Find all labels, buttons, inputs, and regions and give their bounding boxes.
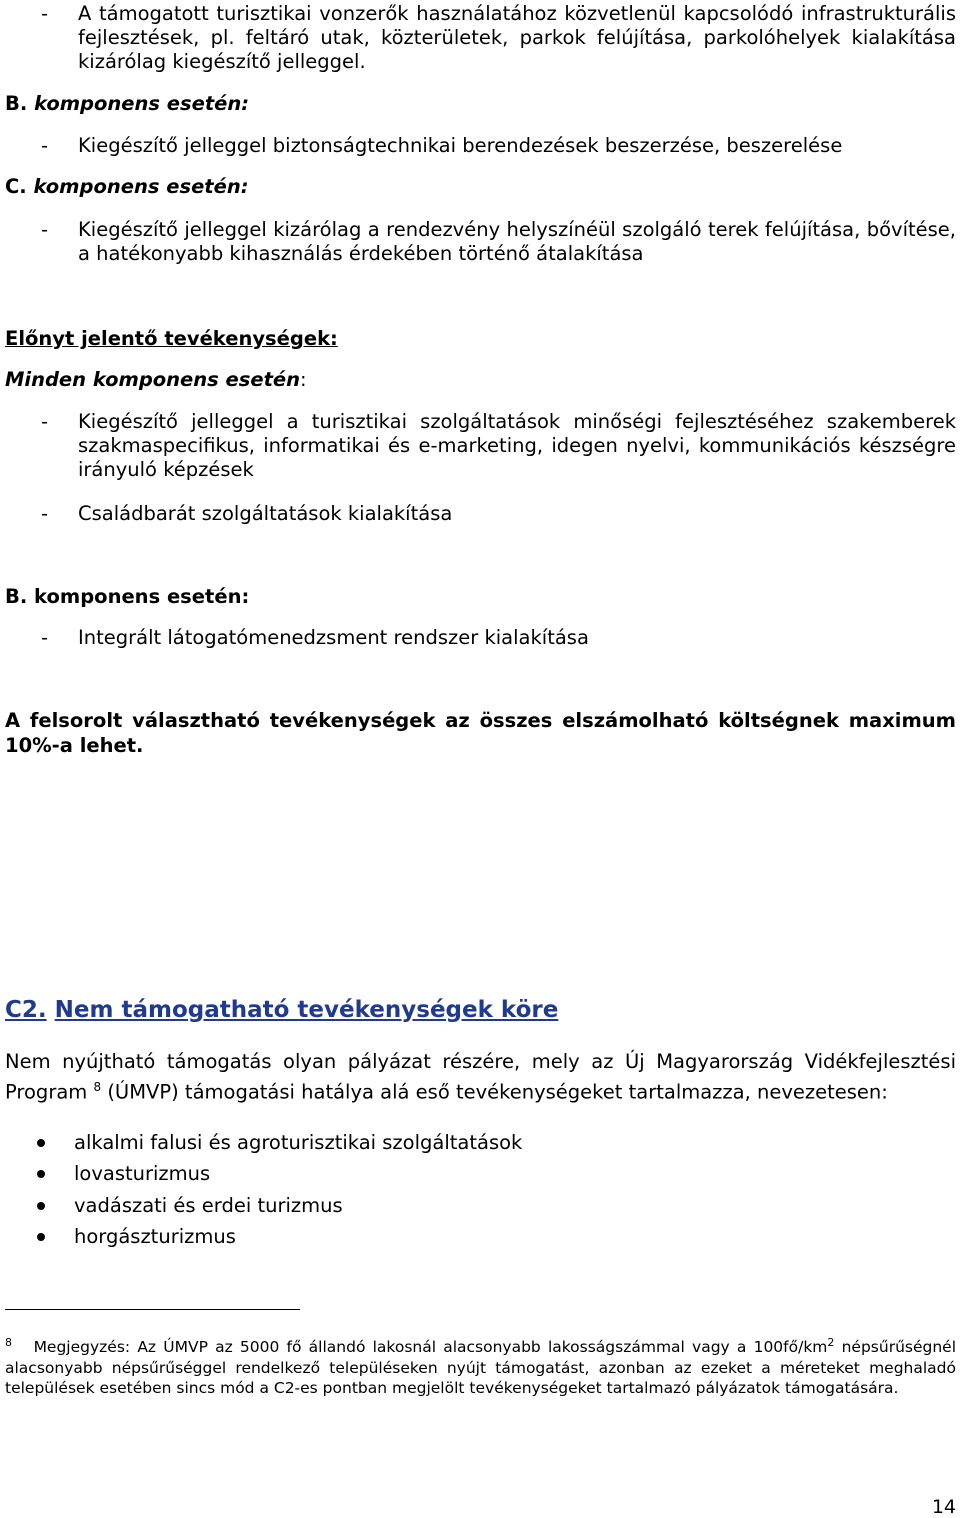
advantage-subheading: Minden komponens esetén: (5, 368, 307, 391)
c2-section-title: C2. Nem támogatható tevékenységek köre (5, 997, 559, 1023)
bullet-icon (37, 1202, 45, 1210)
bullet-icon (37, 1233, 45, 1241)
list-item-text: A támogatott turisztikai vonzerők használatához közvetlenül kapcsolódó infrastrukturális fejlesztések, pl. feltáró utak, közterületek, parkok felújítása, parkolóhelyek kialakítása kizárólag kiegészítő jelleggel. (78, 2, 956, 73)
advantage-item: - Családbarát szolgáltatások kialakítása (5, 502, 956, 526)
section-b2-heading: B. komponens esetén: (5, 585, 250, 608)
list-item-text: Integrált látogatómenedzsment rendszer kialakítása (78, 626, 589, 649)
section-c-heading: C. komponens esetén: (5, 175, 249, 198)
list-item-text: Kiegészítő jelleggel biztonságtechnikai berendezések beszerzése, beszerelése (78, 134, 843, 157)
c2-intro-paragraph: Nem nyújtható támogatás olyan pályázat részére, mely az Új Magyarország Vidékfejlesztési Program $^8$ (ÚMVP) támogatási hatálya alá eső tevékenységeket tartalmazza, nevezetesen: (5, 1050, 956, 1103)
list-dash: - (41, 2, 49, 25)
footnote-reference: 8 (93, 1079, 102, 1094)
page-number: 14 (931, 1496, 956, 1518)
list-item-text: Kiegészítő jelleggel kizárólag a rendezvény helyszínéül szolgáló terek felújítása, bővítése, a hatékonyabb kihasználás érdekében történő átalakítása (78, 218, 956, 265)
limit-note: A felsorolt választható tevékenységek az összes elszámolható költségnek maximum 10%-a lehet. (5, 709, 956, 757)
section-b-heading: B. komponens esetén: (5, 92, 250, 115)
section-c-item: - Kiegészítő jelleggel kizárólag a rendezvény helyszínéül szolgáló terek felújítása, bővítése, a hatékonyabb kihasználás érdekében történő átalakítása (41, 218, 956, 265)
advantage-item: - Kiegészítő jelleggel a turisztikai szolgáltatások minőségi fejlesztéséhez szakemberek szakmaspecifikus, informatikai és e-marketing, idegen nyelvi, kommunikációs készségre irányuló képzések (41, 410, 956, 481)
footnote-separator (5, 1309, 300, 1310)
c2-bullet-item: alkalmi falusi és agroturisztikai szolgáltatások (5, 1131, 956, 1155)
list-item-text: Családbarát szolgáltatások kialakítása (78, 502, 453, 525)
advantage-heading: Előnyt jelentő tevékenységek: (5, 327, 338, 350)
c2-bullet-item: horgászturizmus (5, 1225, 956, 1249)
bullet-icon (37, 1170, 45, 1178)
c2-bullet-item: vadászati és erdei turizmus (5, 1194, 956, 1218)
section-b2-item: - Integrált látogatómenedzsment rendszer kialakítása (5, 626, 956, 650)
section-b-item: - Kiegészítő jelleggel biztonságtechnikai berendezések beszerzése, beszerelése (5, 134, 956, 158)
footnote-marker: 8 (5, 1336, 12, 1349)
footnote: $^8$ Megjegyzés: Az ÚMVP az 5000 fő állandó lakosnál alacsonyabb lakosságszámmal vagy a $100fő/km^2$ népsűrűségnél alacsonyabb népsűrűséggel rendelkező településeken nyújt támogatást, azonban az ezeket a méreteket meghaladó települések esetében sincs mód a C2-es pontban megjelölt tevékenységeket tartalmazó pályázatok támogatására. (5, 1336, 957, 1398)
top-list-item (5, 2, 956, 74)
c2-bullet-item: lovasturizmus (5, 1162, 956, 1186)
list-item-text: Kiegészítő jelleggel a turisztikai szolgáltatások minőségi fejlesztéséhez szakemberek szakmaspecifikus, informatikai és e-marketing, idegen nyelvi, kommunikációs készségre irányuló képzések (78, 410, 956, 481)
bullet-icon (37, 1139, 45, 1147)
